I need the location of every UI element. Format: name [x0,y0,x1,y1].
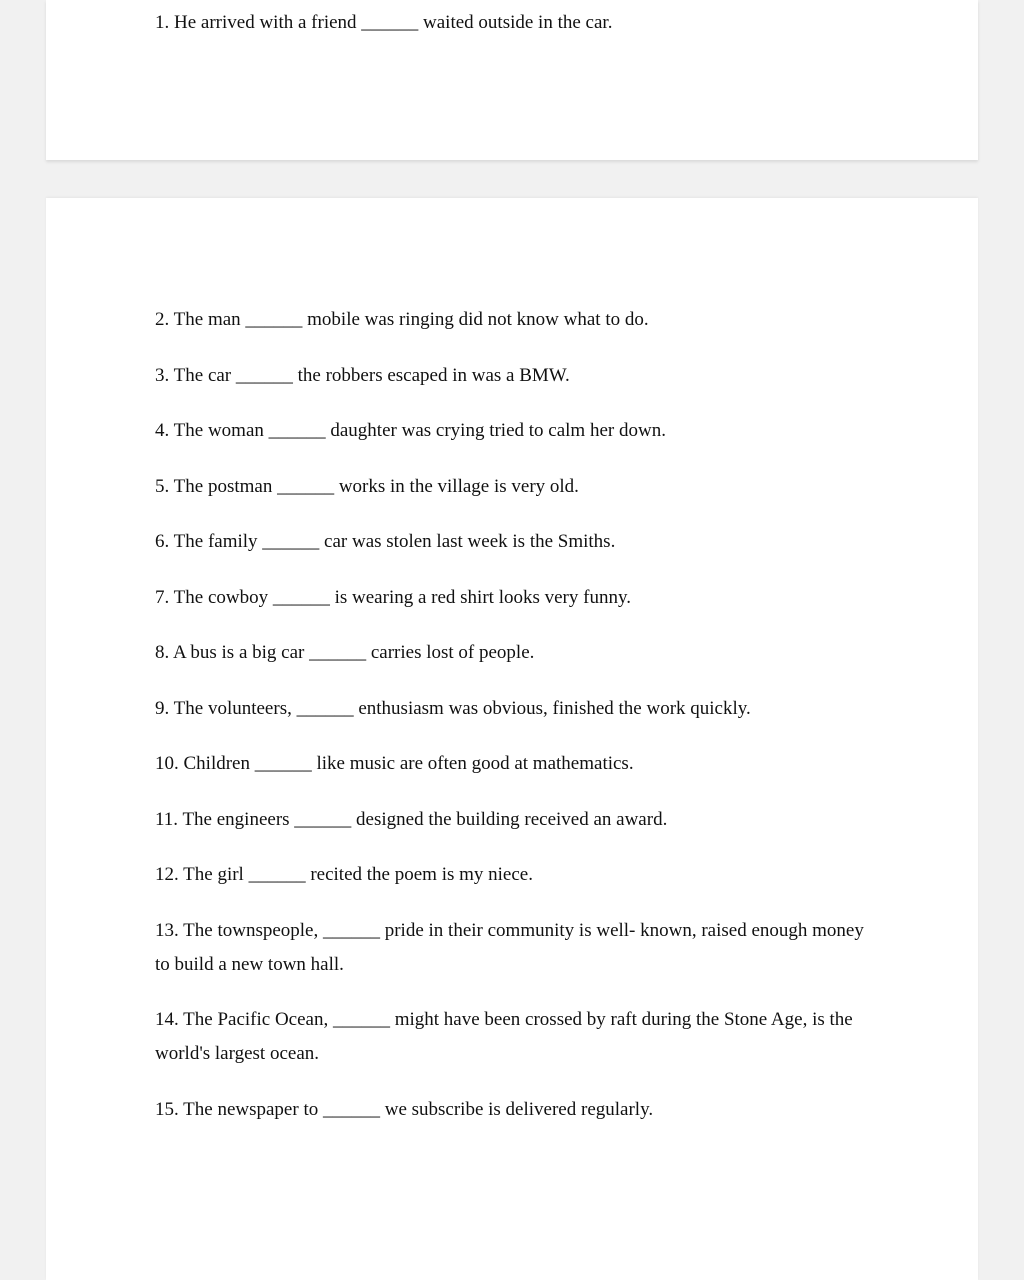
question-14: 14. The Pacific Ocean, ______ might have been crossed by raft during the Stone Age, is the world's largest ocean. [155,1009,858,1064]
question-1: 1. He arrived with a friend ______ waited outside in the car. [155,12,613,33]
question-9: 9. The volunteers, ______ enthusiasm was obvious, finished the work quickly. [155,698,751,719]
question-11: 11. The engineers ______ designed the building received an award. [155,809,668,830]
question-12: 12. The girl ______ recited the poem is my niece. [155,864,533,885]
document-page-2 [46,198,978,1280]
question-5: 5. The postman ______ works in the village is very old. [155,476,579,497]
question-13: 13. The townspeople, ______ pride in their community is well- known, raised enough money to build a new town hall. [155,920,869,975]
question-6: 6. The family ______ car was stolen last week is the Smiths. [155,531,616,552]
question-4: 4. The woman ______ daughter was crying tried to calm her down. [155,420,666,441]
question-3: 3. The car ______ the robbers escaped in was a BMW. [155,365,570,386]
question-7: 7. The cowboy ______ is wearing a red shirt looks very funny. [155,587,631,608]
question-10: 10. Children ______ like music are often good at mathematics. [155,753,634,774]
question-8: 8. A bus is a big car ______ carries lost of people. [155,642,535,663]
document-page-1 [46,0,978,160]
question-15: 15. The newspaper to ______ we subscribe is delivered regularly. [155,1099,654,1120]
question-2: 2. The man ______ mobile was ringing did not know what to do. [155,309,649,330]
